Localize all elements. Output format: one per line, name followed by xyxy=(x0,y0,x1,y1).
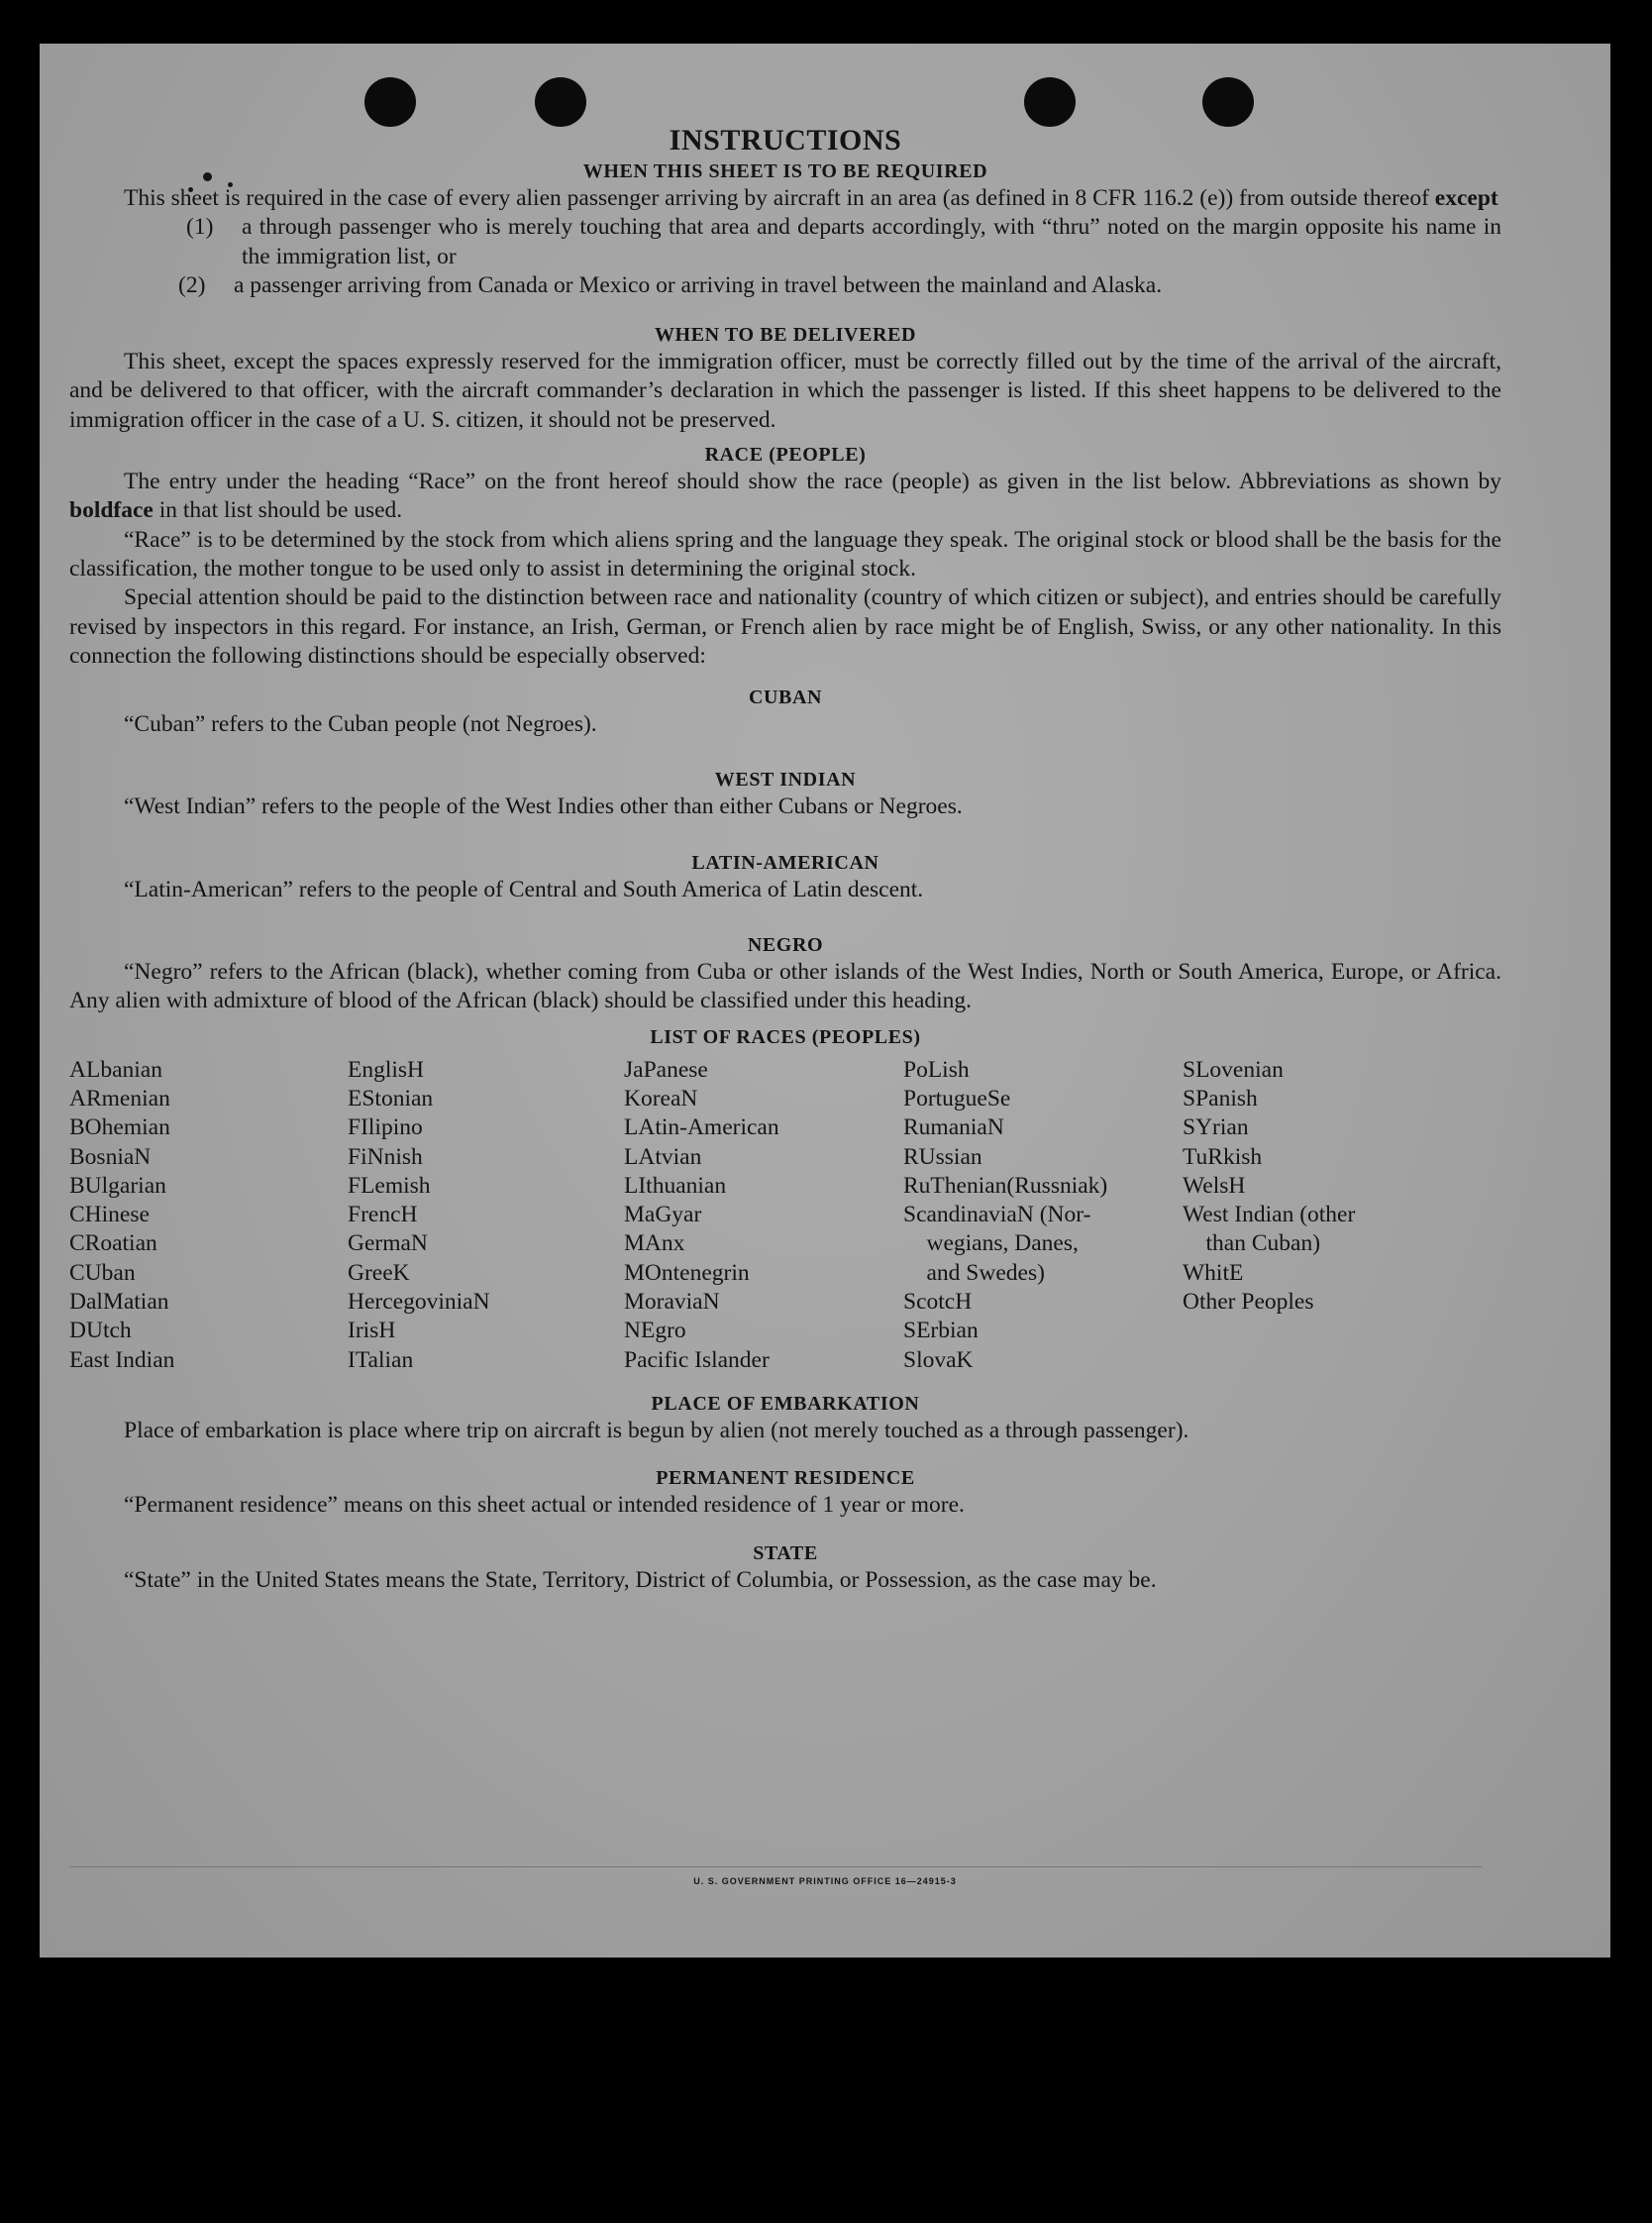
race-entry: WhitE xyxy=(1183,1259,1244,1286)
race-entry: ALbanian xyxy=(69,1056,162,1083)
race-list xyxy=(69,1056,1501,1375)
section-heading: PERMANENT RESIDENCE xyxy=(656,1467,915,1490)
race-entry: SLovenian xyxy=(1183,1056,1284,1083)
punch-hole xyxy=(364,77,416,127)
race-entry: BUlgarian xyxy=(69,1172,166,1199)
race-entry: DalMatian xyxy=(69,1289,169,1316)
race-entry: and Swedes) xyxy=(903,1259,1045,1286)
race-entry: IrisH xyxy=(348,1318,396,1344)
section-heading: RACE (PEOPLE) xyxy=(704,444,867,467)
race-entry: MAnx xyxy=(624,1230,685,1257)
section-paragraph: “Latin-American” refers to the people of Central and South America of Latin descent. xyxy=(124,876,924,902)
section-heading: WEST INDIAN xyxy=(714,769,857,792)
race-entry: NEgro xyxy=(624,1318,686,1344)
race-entry: JaPanese xyxy=(624,1056,708,1083)
race-entry: BosniaN xyxy=(69,1143,152,1170)
section-paragraph: “Race” is to be determined by the stock from which aliens spring and the language they speak. The original stock or blood shall be the basis for the classification, the mother tongue to be used only to assist in determining the original stock. xyxy=(69,526,1501,582)
section-heading: WHEN TO BE DELIVERED xyxy=(654,324,917,347)
race-entry: LAtvian xyxy=(624,1143,702,1170)
race-entry: ARmenian xyxy=(69,1085,170,1112)
race-entry: ScandinaviaN (Nor- xyxy=(903,1202,1091,1228)
race-entry: PortugueSe xyxy=(903,1085,1011,1112)
section-paragraph: This sheet is required in the case of every alien passenger arriving by aircraft in an area (as defined in 8 CFR 116.2 (e)) from outside thereof except xyxy=(124,185,1498,211)
printing-office-footer: U. S. GOVERNMENT PRINTING OFFICE 16—24915-3 xyxy=(693,1876,957,1886)
race-entry: EStonian xyxy=(348,1085,434,1112)
section-heading: CUBAN xyxy=(748,687,823,709)
race-column xyxy=(348,1056,624,1375)
race-entry: DUtch xyxy=(69,1318,132,1344)
race-entry: CUban xyxy=(69,1259,136,1286)
race-entry: MoraviaN xyxy=(624,1289,720,1316)
section-paragraph: “Permanent residence” means on this sheet actual or intended residence of 1 year or more. xyxy=(124,1492,965,1519)
race-entry: LAtin-American xyxy=(624,1114,779,1141)
race-entry: CRoatian xyxy=(69,1230,157,1257)
race-entry: RumaniaN xyxy=(903,1114,1004,1141)
race-entry: FIlipino xyxy=(348,1114,423,1141)
race-entry: GermaN xyxy=(348,1230,428,1257)
list-item: (1) a through passenger who is merely touching that area and departs accordingly, with “thru” noted on the margin opposite his name in the immigration list, or xyxy=(186,214,1501,269)
race-entry: KoreaN xyxy=(624,1085,698,1112)
punch-hole xyxy=(535,77,586,127)
race-column xyxy=(624,1056,903,1375)
section-paragraph: “Negro” refers to the African (black), whether coming from Cuba or other islands of the West Indies, North or South America, Europe, or Africa. Any alien with admixture of blood of the African (black) should be classified under this heading. xyxy=(69,959,1501,1014)
punch-hole xyxy=(1024,77,1076,127)
section-paragraph: The entry under the heading “Race” on the front hereof should show the race (people) as given in the list below. Abbreviations as shown by boldface in that list should be used. xyxy=(69,469,1501,524)
section-paragraph: This sheet, except the spaces expressly reserved for the immigration officer, must be correctly filled out by the time of the arrival of the aircraft, and be delivered to that officer, with the aircraft commander’s declaration in which the passenger is listed. If this sheet happens to be delivered to the immigration officer in the case of a U. S. citizen, it should not be preserved. xyxy=(69,349,1501,433)
section-paragraph: “West Indian” refers to the people of the West Indies other than either Cubans or Negroes. xyxy=(124,794,963,820)
race-entry: WelsH xyxy=(1183,1172,1246,1199)
race-entry: HercegoviniaN xyxy=(348,1289,490,1316)
section-heading: LATIN-AMERICAN xyxy=(691,851,879,874)
race-entry: Other Peoples xyxy=(1183,1289,1314,1316)
race-column xyxy=(1183,1056,1450,1375)
race-column xyxy=(69,1056,348,1375)
section-heading: NEGRO xyxy=(747,934,824,957)
race-entry: LIthuanian xyxy=(624,1172,727,1199)
race-entry: EnglisH xyxy=(348,1056,425,1083)
section-paragraph: “Cuban” refers to the Cuban people (not Negroes). xyxy=(124,711,597,738)
race-entry: RUssian xyxy=(903,1143,982,1170)
race-entry: than Cuban) xyxy=(1183,1230,1321,1257)
section-paragraph: “State” in the United States means the State, Territory, District of Columbia, or Possession, as the case may be. xyxy=(124,1566,1157,1593)
race-entry: SYrian xyxy=(1183,1114,1249,1141)
section-heading: PLACE OF EMBARKATION xyxy=(651,1392,920,1415)
race-entry: BOhemian xyxy=(69,1114,170,1141)
race-entry: FrencH xyxy=(348,1202,418,1228)
race-entry: wegians, Danes, xyxy=(903,1230,1079,1257)
race-entry: SErbian xyxy=(903,1318,979,1344)
race-column xyxy=(903,1056,1183,1375)
section-heading: STATE xyxy=(753,1541,818,1564)
section-paragraph: Special attention should be paid to the distinction between race and nationality (country of which citizen or subject), and entries should be carefully revised by inspectors in this regard. For instance, an Irish, German, or French alien by race might be of English, Swiss, or any other nationality. In this connection the following distinctions should be especially observed: xyxy=(69,584,1501,669)
document-sheet xyxy=(40,44,1610,1958)
race-entry: MaGyar xyxy=(624,1202,702,1228)
race-entry: MOntenegrin xyxy=(624,1259,750,1286)
race-entry: TuRkish xyxy=(1183,1143,1263,1170)
instructions-content xyxy=(69,123,1501,1595)
section-heading: WHEN THIS SHEET IS TO BE REQUIRED xyxy=(582,160,988,182)
race-entry: PoLish xyxy=(903,1056,970,1083)
race-entry: SPanish xyxy=(1183,1085,1258,1112)
race-entry: FiNnish xyxy=(348,1143,423,1170)
footer-rule xyxy=(69,1866,1482,1867)
race-entry: RuThenian(Russniak) xyxy=(903,1172,1108,1199)
punch-hole xyxy=(1202,77,1254,127)
race-entry: Pacific Islander xyxy=(624,1346,770,1373)
race-entry: East Indian xyxy=(69,1346,175,1373)
page-title: INSTRUCTIONS xyxy=(669,124,902,157)
race-entry: SlovaK xyxy=(903,1346,974,1373)
section-paragraph: Place of embarkation is place where trip on aircraft is begun by alien (not merely touched as a through passenger). xyxy=(124,1417,1189,1443)
list-item: (2) a passenger arriving from Canada or Mexico or arriving in travel between the mainland and Alaska. xyxy=(178,271,1163,298)
race-entry: West Indian (other xyxy=(1183,1202,1356,1228)
race-entry: ScotcH xyxy=(903,1289,973,1316)
race-entry: GreeK xyxy=(348,1259,410,1286)
section-heading: LIST OF RACES (PEOPLES) xyxy=(650,1025,921,1048)
race-entry: CHinese xyxy=(69,1202,150,1228)
race-entry: FLemish xyxy=(348,1172,431,1199)
race-entry: ITalian xyxy=(348,1346,414,1373)
